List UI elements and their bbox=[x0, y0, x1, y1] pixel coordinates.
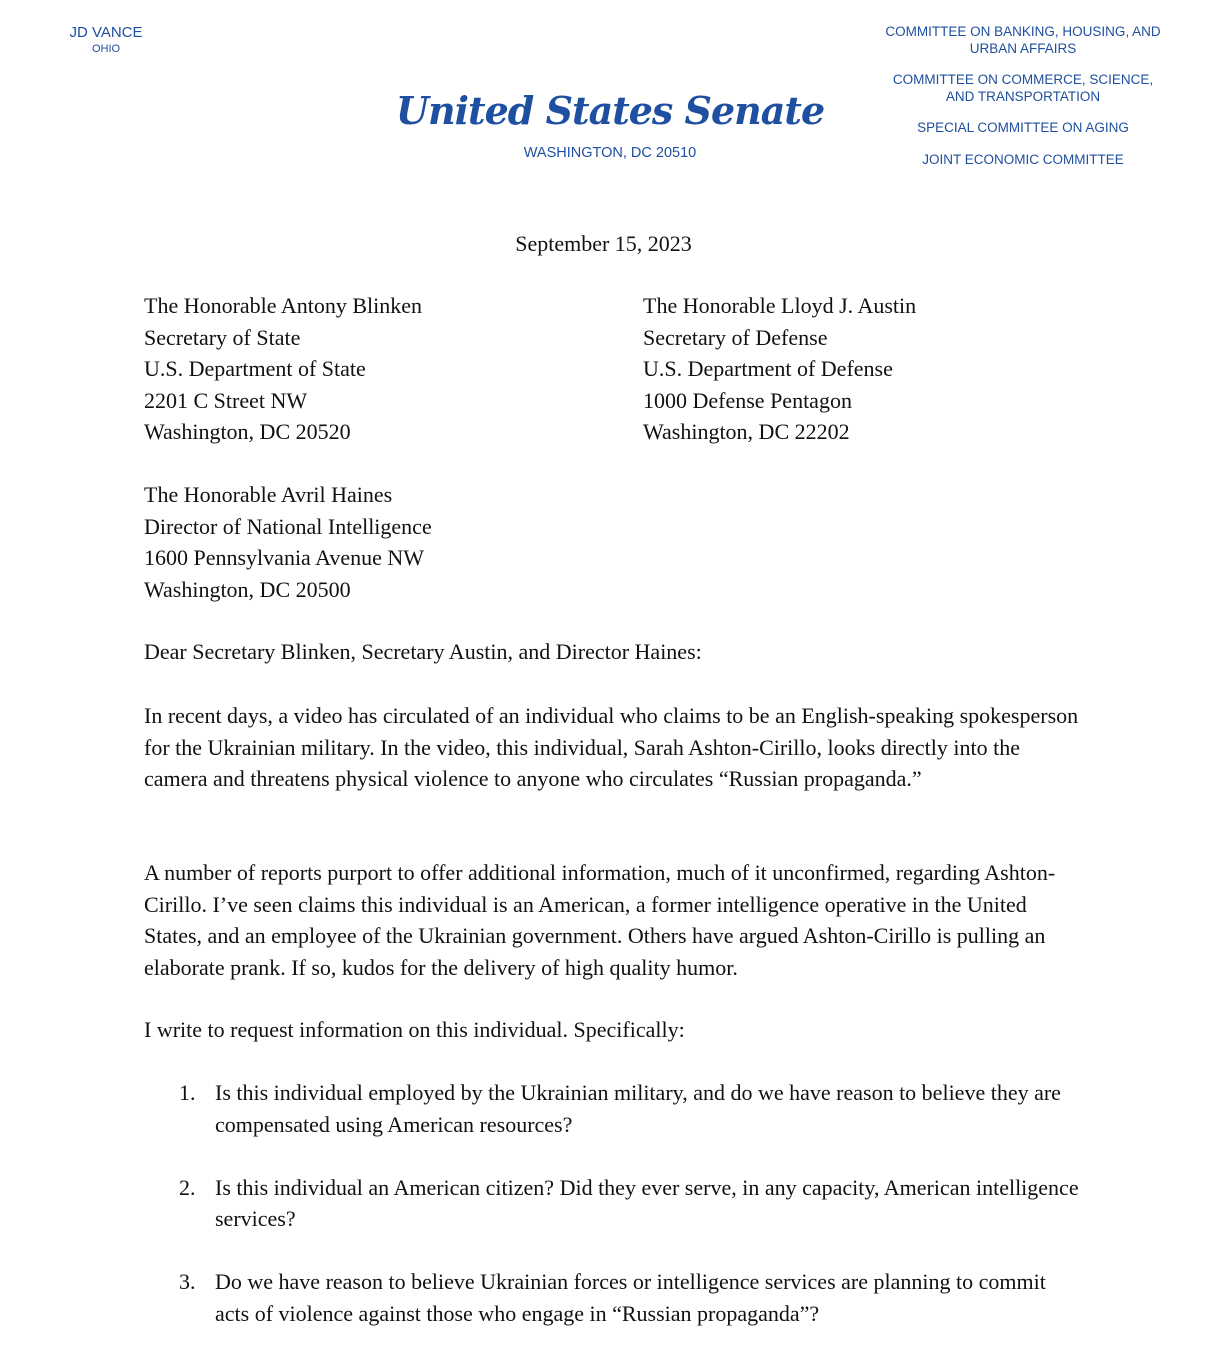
question-item bbox=[144, 1077, 1085, 1140]
letter-date: September 15, 2023 bbox=[515, 231, 692, 256]
address-line: 1000 Defense Pentagon bbox=[643, 387, 852, 413]
institution-city: WASHINGTON, DC 20510 bbox=[523, 145, 697, 161]
recipient-address-3 bbox=[144, 479, 432, 605]
senator-name: JD VANCE bbox=[69, 24, 143, 41]
address-line: Washington, DC 20520 bbox=[144, 419, 351, 444]
question-text: Do we have reason to believe Ukrainian forces or intelligence services are planning to commit acts of violence against those who engage in “Russian propaganda”? bbox=[215, 1269, 1046, 1326]
address-line: Washington, DC 22202 bbox=[643, 419, 850, 444]
body-paragraph-1: In recent days, a video has circulated of an individual who claims to be an English-speaking spokesperson for the Ukrainian military. In the video, this individual, Sarah Ashton-Cirillo, looks directly into the camera and threatens physical violence to anyone who circulates “Russian propaganda.” bbox=[144, 703, 1079, 791]
committee-item: JOINT ECONOMIC COMMITTEE bbox=[922, 151, 1124, 167]
recipient-address-2 bbox=[643, 290, 916, 448]
address-line: The Honorable Avril Haines bbox=[144, 482, 393, 507]
address-line: Washington, DC 20500 bbox=[144, 576, 351, 602]
committee-list bbox=[880, 24, 1166, 183]
question-item bbox=[144, 1266, 1085, 1329]
institution-title: United States Senate bbox=[395, 88, 825, 133]
recipient-address-1 bbox=[144, 290, 422, 448]
address-line: The Honorable Antony Blinken bbox=[144, 293, 423, 318]
senator-block bbox=[60, 24, 152, 55]
committee-item: COMMITTEE ON BANKING, HOUSING, AND URBAN AFFAIRS bbox=[885, 24, 1161, 56]
committee-item: SPECIAL COMMITTEE ON AGING bbox=[917, 120, 1129, 135]
address-line: 2201 C Street NW bbox=[144, 387, 308, 413]
question-list bbox=[144, 1077, 1079, 1361]
address-line: U.S. Department of State bbox=[144, 356, 366, 381]
address-line: Secretary of Defense bbox=[643, 324, 828, 350]
address-line: The Honorable Lloyd J. Austin bbox=[643, 293, 917, 318]
body-paragraph-2: A number of reports purport to offer additional information, much of it unconfirmed, regarding Ashton-Cirillo. I’ve seen claims this individual is an American, a former intelligence operative in the United States, and an employee of the Ukrainian government. Others have argued Ashton-Cirillo is pulling an elaborate prank. If so, kudos for the delivery of high quality humor. bbox=[144, 860, 1056, 980]
address-line: Director of National Intelligence bbox=[144, 513, 432, 539]
address-line: 1600 Pennsylvania Avenue NW bbox=[144, 545, 425, 570]
letterhead-title-block bbox=[380, 88, 840, 161]
committee-item: COMMITTEE ON COMMERCE, SCIENCE, AND TRANSPORTATION bbox=[892, 72, 1154, 104]
question-text: Is this individual employed by the Ukrainian military, and do we have reason to believe they are compensated using American resources? bbox=[215, 1080, 1061, 1137]
address-line: U.S. Department of Defense bbox=[643, 356, 893, 381]
body-paragraph-3: I write to request information on this individual. Specifically: bbox=[144, 1017, 685, 1042]
senator-state: OHIO bbox=[91, 43, 121, 55]
question-number: 2. bbox=[179, 1174, 196, 1200]
address-line: Secretary of State bbox=[144, 324, 301, 350]
question-item bbox=[144, 1172, 1085, 1235]
question-number: 1. bbox=[179, 1080, 196, 1105]
salutation: Dear Secretary Blinken, Secretary Austin, and Director Haines: bbox=[144, 639, 702, 664]
question-number: 3. bbox=[179, 1269, 196, 1294]
question-text: Is this individual an American citizen? Did they ever serve, in any capacity, American intelligence services? bbox=[215, 1174, 1079, 1231]
